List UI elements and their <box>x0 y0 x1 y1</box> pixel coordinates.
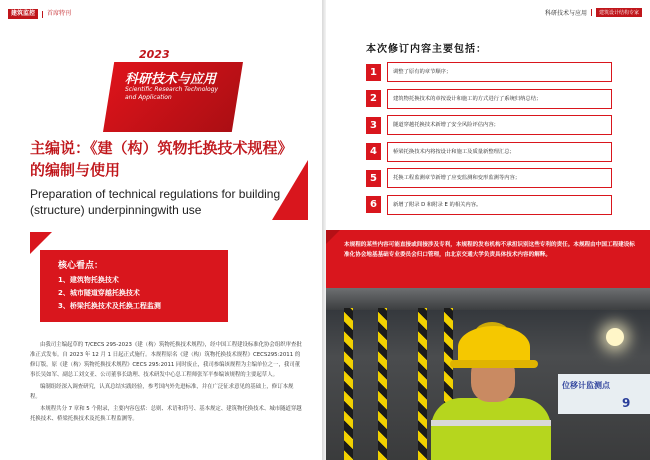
section-banner <box>103 48 243 132</box>
revision-text: 隧道穿越托换技术新增了安全风险评估内容； <box>387 115 612 135</box>
revision-text: 新增了附录 D 和附录 E 的相关内容。 <box>387 195 612 215</box>
right-header <box>545 8 642 17</box>
notice-corner <box>326 230 340 244</box>
revision-item <box>366 89 612 109</box>
core-point-item: 1、建筑物托换技术 <box>58 276 119 284</box>
revision-text: 托换工程监测章节新增了应变监测和变形监测等内容； <box>387 168 612 188</box>
revision-item <box>366 195 612 215</box>
photo-striped-post <box>378 308 387 460</box>
article-title-en: Preparation of technical regulations for building (structure) underpinningwith use <box>30 187 281 217</box>
photo-helmet-brim <box>450 360 538 368</box>
notice-text: 本规程的某些内容可能直接或间接涉及专利，本规程的发布机构不承担识别这些专利的责任。本规程由中国工程建设标准化协会地基基础专业委员会归口管理，由北京交通大学负责具体技术内容的解释。 <box>344 242 635 258</box>
revision-number: 3 <box>366 117 381 134</box>
photo-sign-number: 9 <box>622 396 631 410</box>
revision-number: 6 <box>366 196 381 213</box>
revision-number: 4 <box>366 143 381 160</box>
article-body <box>30 340 302 426</box>
banner-title-en: Scientific Research Technology and Application <box>125 86 219 101</box>
revision-list <box>366 62 612 221</box>
logo-mark: 建筑监控 <box>8 9 38 19</box>
photo-worker-vest <box>431 398 551 460</box>
core-points-box <box>40 250 228 322</box>
body-paragraph: 本规程共分 7 章和 5 个附录，主要内容包括：总则、术语和符号、基本规定、建筑物托换技术、城市隧道穿越托换技术、桥梁托换技术及托换工程监测等。 <box>30 406 302 422</box>
right-column-name: 科研技术与应用 <box>544 10 587 17</box>
revision-item <box>366 62 612 82</box>
revision-text: 调整了原有的章节顺序； <box>387 62 612 82</box>
photo-beam <box>326 288 650 310</box>
photo-vest-reflective-strip <box>431 420 551 426</box>
photo-striped-post <box>344 308 353 460</box>
column-name: 首席特刊 <box>47 10 72 17</box>
notice-block <box>326 230 650 288</box>
left-page <box>0 0 322 460</box>
revision-item <box>366 115 612 135</box>
revision-title: 本次修订内容主要包括： <box>366 44 487 55</box>
header-divider <box>591 9 592 16</box>
right-column-tag: 建筑设计结构专家 <box>596 8 642 17</box>
photo-striped-post <box>418 308 427 460</box>
revision-text: 桥梁托换技术内将按设计和施工及质量新整理汇总； <box>387 142 612 162</box>
core-point-item: 3、桥梁托换技术及托换工程监测 <box>58 302 161 310</box>
core-point-item: 2、城市隧道穿越托换技术 <box>58 289 140 297</box>
core-points-title: 核心看点： <box>58 261 104 271</box>
header-divider <box>42 11 43 18</box>
core-points-list <box>58 274 161 313</box>
banner-title-zh: 科研技术与应用 <box>125 72 217 87</box>
body-paragraph: 由我司主编起草的 T/CECS 295-2023《建（构）筑物托换技术规程》，经中国工程建设标准化协会组织审查批准正式发布。自 2023 年 12 月 1 日起正式施行。本规程原名《建（构）筑物托换技术规程》CECS295:2011 的修订版，原《建（构）筑物托换技术规程》CECS 295:2011 同时废止，我司参编该规程为主编单位之一，我司董事长吴如军、副总工刘文亚、公司董事长助理、技术研发中心总工程师张军平参编该规程的主要起草人。 <box>30 342 302 378</box>
article-title-zh: 主编说：《建（构）筑物托换技术规程》的编制与使用 <box>30 139 293 179</box>
photo-sign-text: 位移计监测点 <box>562 381 610 390</box>
body-paragraph: 编制组经深入调查研究，认真总结实践经验，参考国内外先进标准，并在广泛征求意见的基础上，修订本规程。 <box>30 384 294 400</box>
revision-item <box>366 142 612 162</box>
revision-number: 5 <box>366 170 381 187</box>
magazine-logo <box>8 9 71 19</box>
revision-number: 1 <box>366 64 381 81</box>
revision-text: 建筑物托换技术的章按设计和施工的方式进行了系统归纳总结； <box>387 89 612 109</box>
construction-photo <box>326 288 650 460</box>
banner-year: 2023 <box>139 48 170 61</box>
right-page <box>326 0 650 460</box>
revision-number: 2 <box>366 90 381 107</box>
revision-item <box>366 168 612 188</box>
photo-work-light <box>606 328 624 346</box>
